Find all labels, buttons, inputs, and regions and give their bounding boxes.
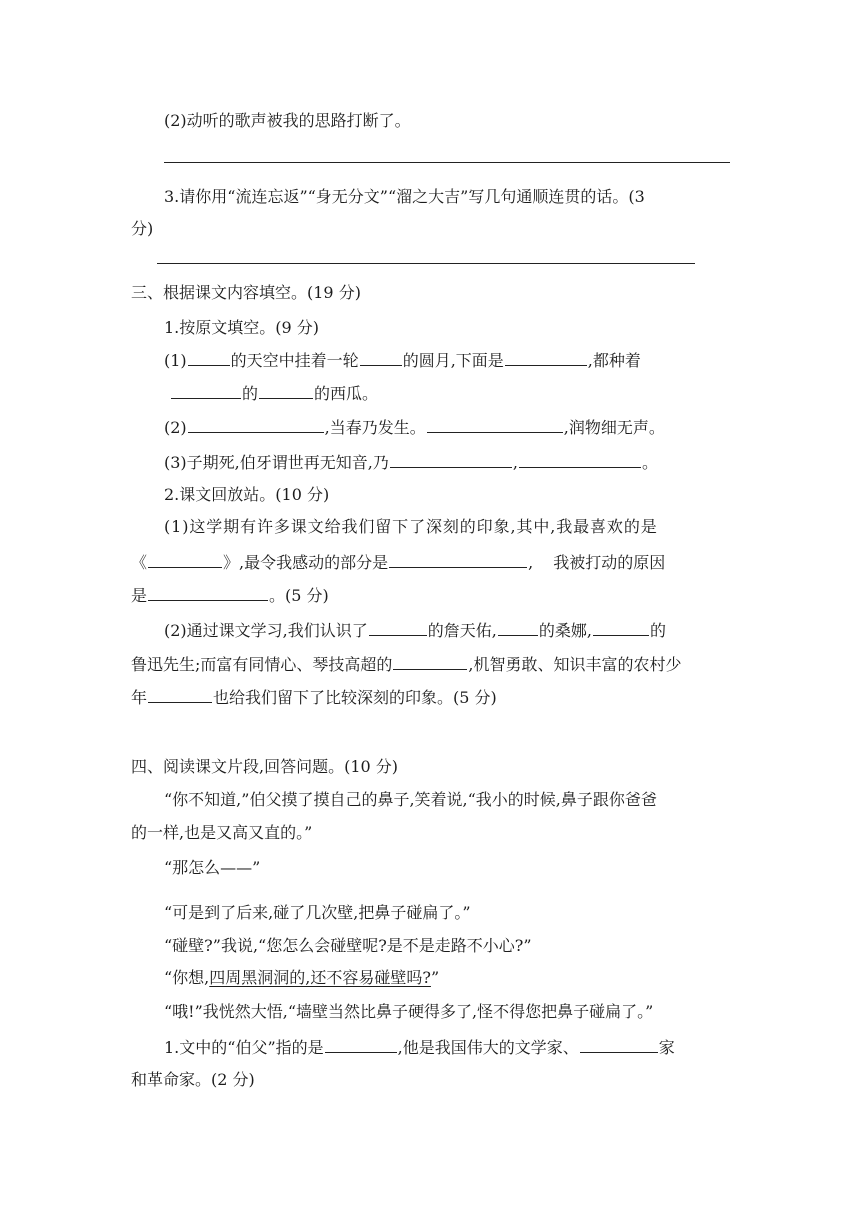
passage-line: “你不知道,”伯父摸了摸自己的鼻子,笑着说,“我小的时候,鼻子跟你爸爸 <box>164 790 657 809</box>
q2-2-line2: 鲁迅先生;而富有同情心、琴技高超的 ,机智勇敢、知识丰富的农村少 <box>131 655 682 674</box>
q2-2-line3: 年 也给我们留下了比较深刻的印象。(5 分) <box>131 688 497 707</box>
blank[interactable] <box>325 1036 397 1053</box>
fill-1-2: (2) ,当春乃发生。 ,润物细无声。 <box>164 418 665 437</box>
section-3-title: 三、根据课文内容填空。(19 分) <box>131 283 361 302</box>
answer-line[interactable] <box>157 263 695 264</box>
q2-1-line3: 是 。(5 分) <box>131 586 329 605</box>
q2-title: 2.课文回放站。(10 分) <box>164 485 330 504</box>
blank[interactable] <box>393 653 467 670</box>
blank[interactable] <box>148 551 222 568</box>
passage-line: 的一样,也是又高又直的。” <box>131 823 313 842</box>
blank[interactable] <box>593 619 649 636</box>
blank[interactable] <box>427 416 563 433</box>
passage-line: “那怎么——” <box>164 858 261 877</box>
passage-line: “碰壁?”我说,“您怎么会碰壁呢?是不是走路不小心?” <box>164 936 532 955</box>
blank[interactable] <box>580 1036 658 1053</box>
blank[interactable] <box>148 686 212 703</box>
reading-q1-cont: 和革命家。(2 分) <box>131 1070 255 1089</box>
fill-1-1: (1) 的天空中挂着一轮 的圆月,下面是 ,都种着 <box>164 351 641 370</box>
blank[interactable] <box>188 349 230 366</box>
section-4-title: 四、阅读课文片段,回答问题。(10 分) <box>131 757 399 776</box>
blank[interactable] <box>171 382 241 399</box>
passage-line: “可是到了后来,碰了几次壁,把鼻子碰扁了。” <box>164 903 471 922</box>
passage-line: “哦!”我恍然大悟,“墙壁当然比鼻子硬得多了,怪不得您把鼻子碰扁了。” <box>164 1002 654 1021</box>
blank[interactable] <box>505 349 587 366</box>
q2-2-line1: (2)通过课文学习,我们认识了 的詹天佑, 的桑娜, 的 <box>164 621 666 640</box>
blank[interactable] <box>259 382 313 399</box>
answer-line[interactable] <box>164 162 730 163</box>
fill-1-1-cont: 的 的西瓜。 <box>170 382 378 405</box>
passage-line: “你想,四周黑洞洞的,还不容易碰壁吗?” <box>164 968 440 987</box>
q2-1-line1: (1)这学期有许多课文给我们留下了深刻的印象,其中,我最喜欢的是 <box>164 517 658 536</box>
blank[interactable] <box>188 416 324 433</box>
blank[interactable] <box>390 451 512 468</box>
blank[interactable] <box>519 451 641 468</box>
question-3: 3.请你用“流连忘返”“身无分文”“溜之大吉”写几句通顺连贯的话。(3 <box>164 187 645 206</box>
question-3-score: 分) <box>131 219 154 238</box>
reading-q1: 1.文中的“伯父”指的是 ,他是我国伟大的文学家、 家 <box>164 1038 675 1057</box>
q1-title: 1.按原文填空。(9 分) <box>164 318 320 337</box>
blank[interactable] <box>389 551 527 568</box>
q2-1-line2: 《 》,最令我感动的部分是 , 我被打动的原因 <box>131 553 666 572</box>
blank[interactable] <box>498 619 538 636</box>
blank[interactable] <box>360 349 402 366</box>
blank[interactable] <box>148 584 268 601</box>
fill-1-3: (3)子期死,伯牙谓世再无知音,乃 , 。 <box>164 453 658 472</box>
blank[interactable] <box>369 619 427 636</box>
underlined-sentence: 四周黑洞洞的,还不容易碰壁吗? <box>209 968 431 987</box>
sentence-item-2: (2)动听的歌声被我的思路打断了。 <box>164 111 411 130</box>
